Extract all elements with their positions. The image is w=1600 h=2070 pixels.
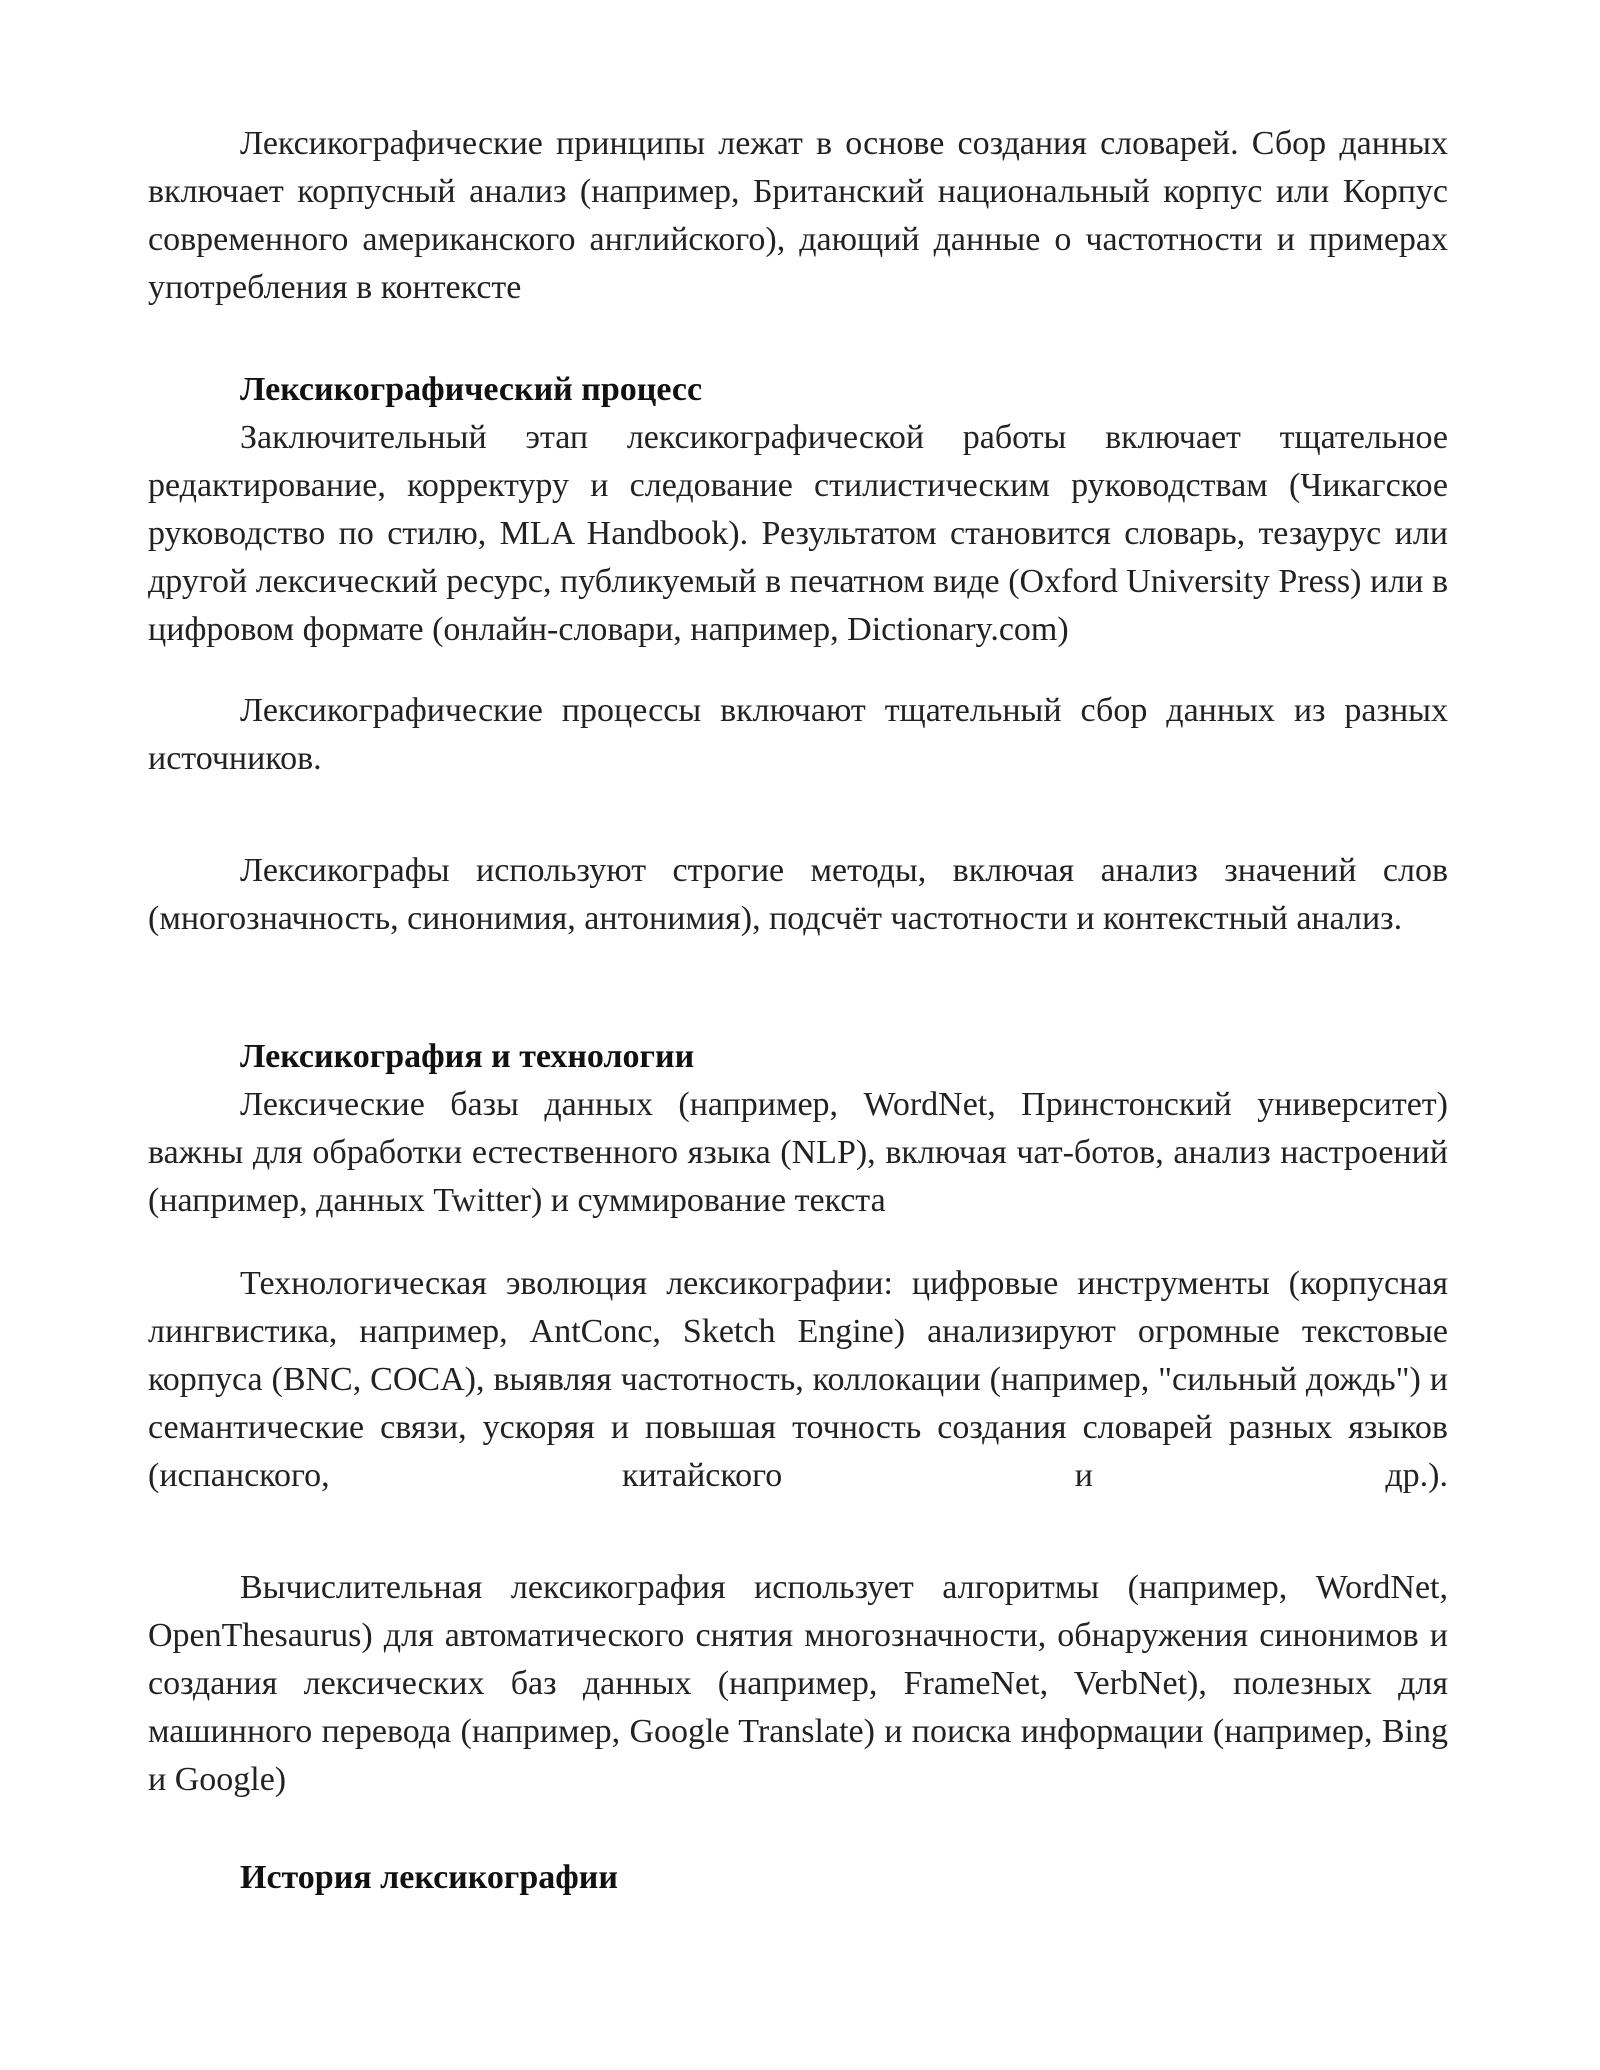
paragraph-methods: Лексикографы используют строгие методы, включая анализ значений слов (многозначность, синонимия, антонимия), подсчёт частотности и контекстный анализ. [148,852,1448,937]
heading-lexicography-technology: Лексикография и технологии [240,1038,695,1075]
paragraph-lexicographic-principles: Лексикографические принципы лежат в основе создания словарей. Сбор данных включает корпусный анализ (например, Британский национальный корпус или Корпус современного американского английского), дающий данные о частотности и примерах употребления в контексте [148,125,1448,306]
heading-lexicographic-process: Лексикографический процесс [240,371,703,408]
paragraph-data-collection: Лексикографические процессы включают тщательный сбор данных из разных источников. [148,692,1448,777]
heading-history-lexicography: История лексикографии [240,1859,618,1896]
document-page [148,120,1448,1902]
paragraph-lexical-databases: Лексические базы данных (например, WordNet, Принстонский университет) важны для обработки естественного языка (NLP), включая чат-ботов, анализ настроений (например, данных Twitter) и суммирование текста [148,1086,1448,1219]
paragraph-technological-evolution: Технологическая эволюция лексикографии: цифровые инструменты (корпусная лингвистика, например, AntConc, Sketch Engine) анализируют огромные текстовые корпуса (BNC, COCA), выявляя частотность, коллокации (например, "сильный дождь") и семантические связи, ускоряя и повышая точность создания словарей разных языков (испанского, китайского и др.). [148,1265,1448,1494]
paragraph-computational-lexicography: Вычислительная лексикография использует алгоритмы (например, WordNet, OpenThesaurus) для автоматического снятия многозначности, обнаружения синонимов и создания лексических баз данных (например, FrameNet, VerbNet), полезных для машинного перевода (например, Google Translate) и поиска информации (например, Bing и Google) [148,1569,1448,1798]
paragraph-final-stage: Заключительный этап лексикографической работы включает тщательное редактирование, корректуру и следование стилистическим руководствам (Чикагское руководство по стилю, MLA Handbook). Результатом становится словарь, тезаурус или другой лексический ресурс, публикуемый в печатном виде (Oxford University Press) или в цифровом формате (онлайн-словари, например, Dictionary.com) [148,419,1448,648]
